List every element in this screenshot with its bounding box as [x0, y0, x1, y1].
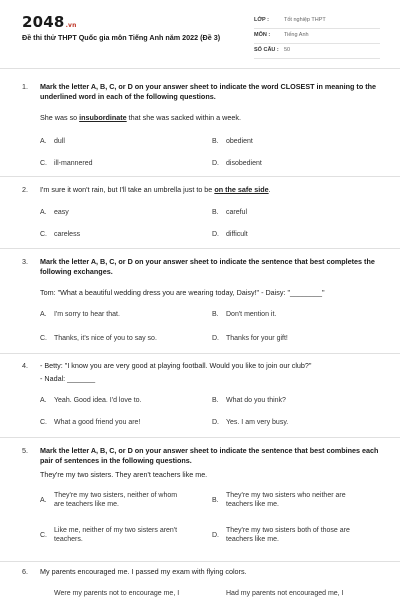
option-a[interactable]	[40, 208, 69, 217]
underlined-word: insubordinate	[79, 113, 127, 122]
option-d[interactable]	[212, 230, 248, 239]
dialogue-line: - Betty: "I know you are very good at playing football. Would you like to join our club?"	[40, 361, 312, 370]
option-letter: D.	[212, 160, 219, 167]
option-letter: D.	[212, 231, 219, 238]
option-text: Thanks for your gift!	[226, 335, 288, 342]
sentence-part: She was so	[40, 113, 80, 122]
option-d[interactable]	[212, 334, 288, 343]
option-c[interactable]	[40, 159, 93, 168]
question-sentence: My parents encouraged me. I passed my exam with flying colors.	[40, 567, 247, 576]
option-letter: A.	[40, 209, 47, 216]
option-text: What a good friend you are!	[54, 419, 141, 426]
option-text: difficult	[226, 231, 248, 238]
option-text: obedient	[226, 138, 253, 145]
exam-meta	[254, 14, 380, 59]
meta-key: LỚP :	[254, 17, 269, 24]
option-text: Had my parents not encouraged me, I	[226, 590, 344, 597]
option-text: careful	[226, 209, 248, 216]
option-letter: B.	[212, 397, 219, 404]
option-c[interactable]	[40, 526, 184, 545]
option-text: What do you think?	[226, 397, 286, 404]
question-number: 6.	[22, 567, 28, 576]
sentence-part: that she was sacked within a week.	[126, 113, 241, 122]
question-sentence	[40, 185, 385, 195]
option-c[interactable]	[40, 230, 80, 239]
question-sentence: They're my two sisters. They aren't teachers like me.	[40, 470, 208, 479]
question-number: 5.	[22, 446, 28, 455]
question-divider	[0, 248, 400, 249]
meta-value: Tiếng Anh	[284, 32, 309, 39]
option-text: They're my two sisters who neither are teachers like me.	[226, 492, 346, 509]
question-divider	[0, 176, 400, 177]
logo-suffix: .vn	[65, 22, 77, 29]
option-a[interactable]	[54, 589, 179, 598]
underlined-phrase: on the safe side	[214, 185, 269, 194]
meta-row-count	[254, 44, 380, 59]
option-letter: C.	[40, 231, 47, 238]
meta-value: 50	[284, 47, 291, 54]
option-text: Thanks, it's nice of you to say so.	[54, 335, 157, 342]
question-number: 4.	[22, 361, 28, 370]
page-header	[0, 0, 400, 68]
option-text: They're my two sisters, neither of whom are teachers like me.	[54, 492, 178, 509]
option-text: They're my two sisters both of those are teachers like me.	[226, 527, 350, 544]
option-text: easy	[54, 209, 69, 216]
meta-row-subject	[254, 29, 380, 44]
question-sentence: Tom: "What a beautiful wedding dress you are wearing today, Daisy!" - Daisy: "________"	[40, 288, 325, 297]
option-letter: C.	[40, 532, 47, 539]
option-a[interactable]	[40, 137, 65, 146]
option-letter: D.	[212, 532, 219, 539]
site-logo[interactable]	[22, 12, 77, 32]
option-a[interactable]	[40, 491, 184, 510]
option-text: Yeah. Good idea. I'd love to.	[54, 397, 142, 404]
option-d[interactable]	[212, 418, 288, 427]
option-letter: B.	[212, 138, 219, 145]
question-instruction: Mark the letter A, B, C, or D on your answer sheet to indicate the sentence that best completes the following exchanges.	[40, 257, 375, 276]
meta-row-class	[254, 14, 380, 29]
option-text: disobedient	[226, 160, 262, 167]
option-letter: A.	[40, 397, 47, 404]
exam-title: Đề thi thử THPT Quốc gia môn Tiếng Anh năm 2022 (Đề 3)	[22, 33, 221, 42]
option-a[interactable]	[40, 310, 120, 319]
option-text: Like me, neither of my two sisters aren't teachers.	[54, 527, 178, 544]
option-letter: D.	[212, 419, 219, 426]
option-c[interactable]	[40, 418, 140, 427]
question-sentence	[40, 113, 385, 123]
question-number: 3.	[22, 257, 28, 266]
option-c[interactable]	[40, 334, 157, 343]
question-number: 2.	[22, 185, 28, 194]
meta-key: SỐ CÂU :	[254, 47, 279, 54]
option-text: ill-mannered	[54, 160, 93, 167]
question-divider	[0, 353, 400, 354]
option-text: Were my parents not to encourage me, I	[54, 590, 180, 597]
option-b[interactable]	[212, 396, 286, 405]
option-d[interactable]	[212, 159, 262, 168]
option-letter: C.	[40, 335, 47, 342]
option-d[interactable]	[212, 526, 356, 545]
sentence-part: I'm sure it won't rain, but I'll take an umbrella just to be	[40, 185, 215, 194]
option-letter: B.	[212, 497, 219, 504]
option-b[interactable]	[212, 208, 247, 217]
option-b[interactable]	[226, 589, 344, 598]
question-number: 1.	[22, 82, 28, 91]
option-b[interactable]	[212, 137, 253, 146]
logo-text: 2048	[22, 13, 65, 31]
meta-key: MÔN :	[254, 32, 271, 39]
question-instruction: Mark the letter A, B, C, or D on your answer sheet to indicate the sentence that best combines each pair of sentences in the following questions.	[40, 446, 379, 465]
option-letter: A.	[40, 311, 47, 318]
option-letter: A.	[40, 497, 47, 504]
sentence-part: .	[268, 185, 271, 194]
option-b[interactable]	[212, 491, 356, 510]
option-a[interactable]	[40, 396, 141, 405]
option-letter: C.	[40, 419, 47, 426]
option-letter: B.	[212, 209, 219, 216]
option-text: careless	[54, 231, 81, 238]
option-letter: D.	[212, 335, 219, 342]
option-text: I'm sorry to hear that.	[54, 311, 120, 318]
meta-value: Tốt nghiệp THPT	[284, 17, 326, 24]
option-b[interactable]	[212, 310, 276, 319]
dialogue-line: - Nadal: _______	[40, 374, 96, 383]
question-divider	[0, 561, 400, 562]
option-letter: C.	[40, 160, 47, 167]
option-text: Yes. I am very busy.	[226, 419, 289, 426]
option-letter: A.	[40, 138, 47, 145]
header-divider	[0, 68, 400, 69]
option-text: Don't mention it.	[226, 311, 277, 318]
question-instruction: Mark the letter A, B, C, or D on your answer sheet to indicate the word CLOSEST in meaning to the underlined word in each of the following questions.	[40, 82, 376, 101]
option-letter: B.	[212, 311, 219, 318]
question-divider	[0, 437, 400, 438]
option-text: dull	[54, 138, 65, 145]
